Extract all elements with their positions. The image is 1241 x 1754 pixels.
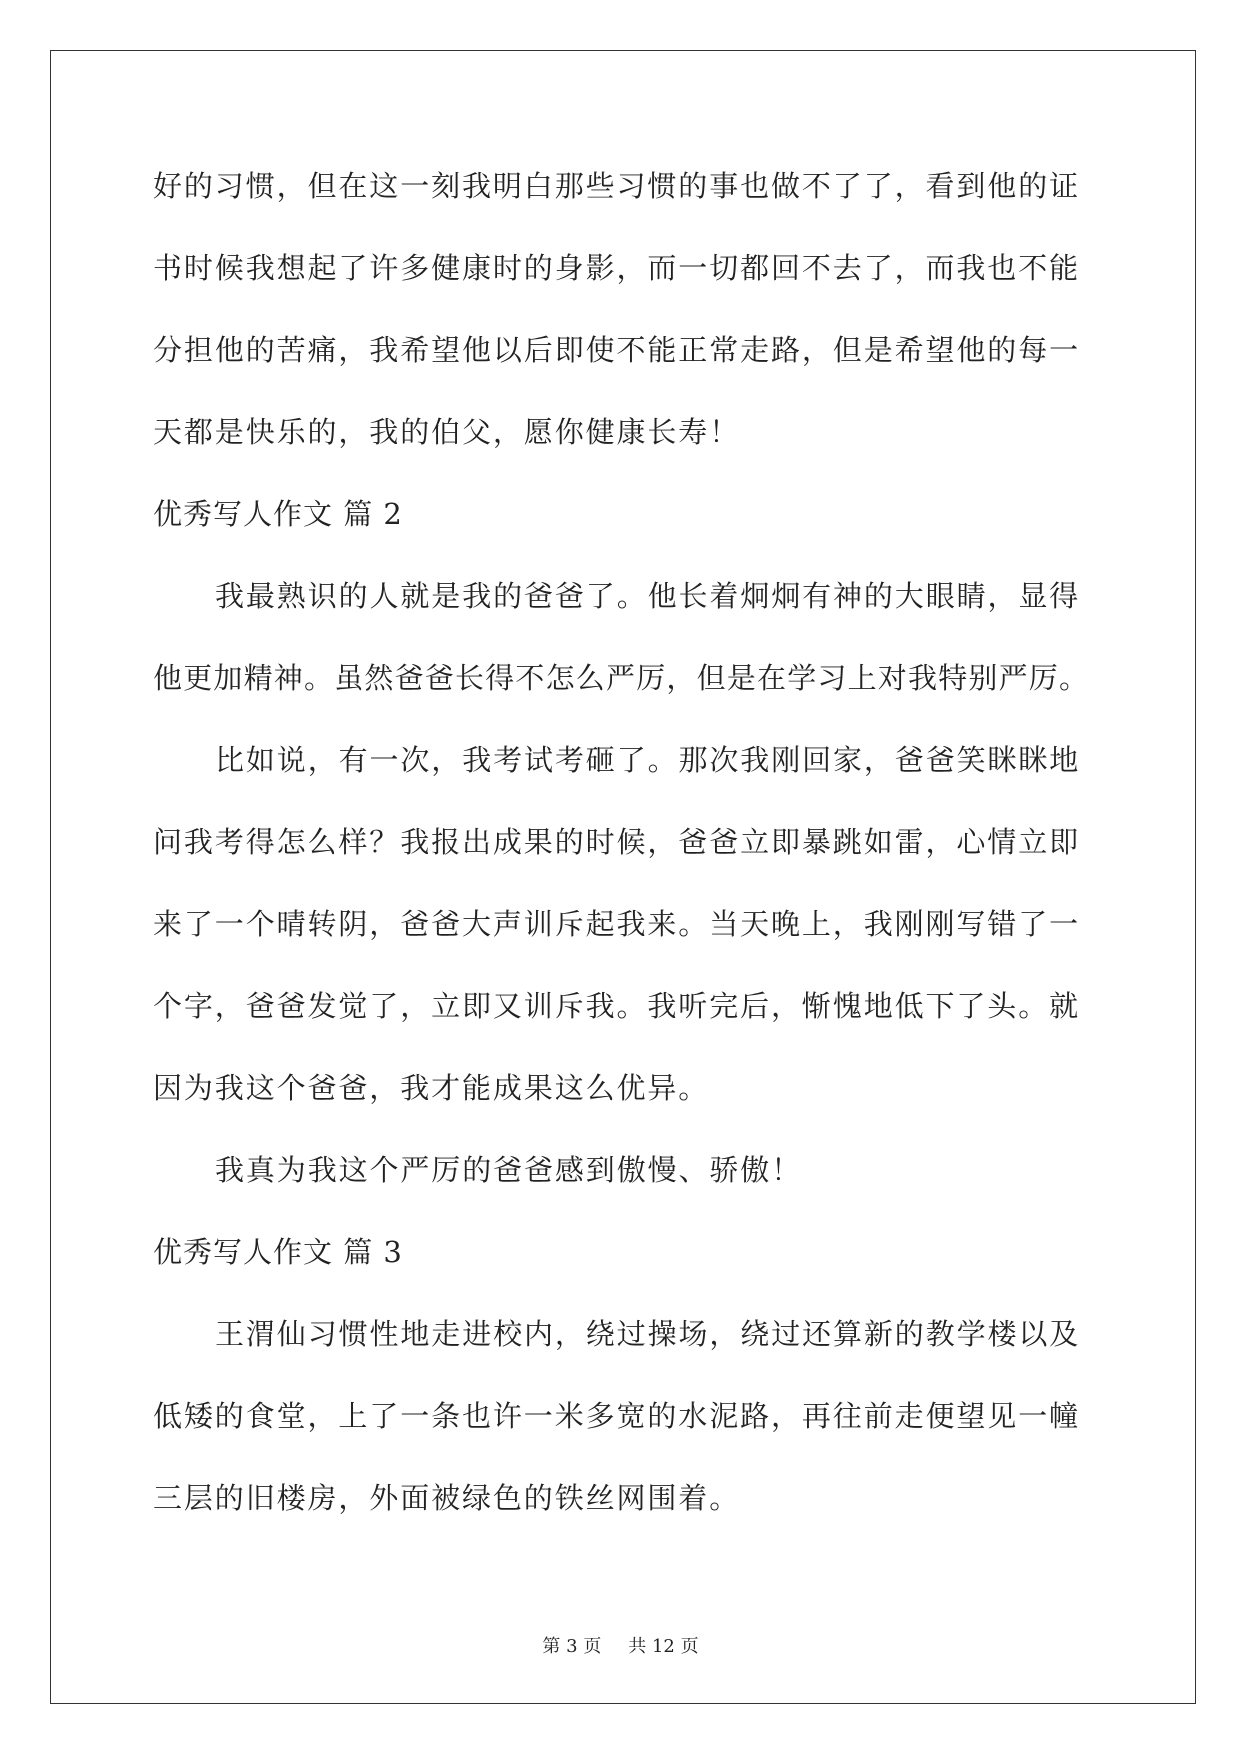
text-line: 个字，爸爸发觉了，立即又训斥我。我听完后，惭愧地低下了头。就	[153, 989, 1081, 1023]
page-number: 第 3 页	[542, 1636, 602, 1657]
text-line: 王渭仙习惯性地走进校内，绕过操场，绕过还算新的教学楼以及	[215, 1317, 1081, 1351]
text-line: 他更加精神。虽然爸爸长得不怎么严厉，但是在学习上对我特别严厉。	[153, 661, 1090, 695]
text-line: 问我考得怎么样？我报出成果的时候，爸爸立即暴跳如雷，心情立即	[153, 825, 1081, 859]
text-line: 分担他的苦痛，我希望他以后即使不能正常走路，但是希望他的每一	[153, 333, 1081, 367]
text-line: 我真为我这个严厉的爸爸感到傲慢、骄傲！	[215, 1153, 803, 1187]
text-line: 来了一个晴转阴，爸爸大声训斥起我来。当天晚上，我刚刚写错了一	[153, 907, 1081, 941]
text-line: 天都是快乐的，我的伯父，愿你健康长寿！	[153, 415, 741, 449]
page-footer	[0, 1635, 1241, 1659]
text-line: 比如说，有一次，我考试考砸了。那次我刚回家，爸爸笑眯眯地	[215, 743, 1081, 777]
section-heading: 优秀写人作文 篇 3	[153, 1235, 403, 1269]
text-line: 三层的旧楼房，外面被绿色的铁丝网围着。	[153, 1481, 741, 1515]
text-line: 因为我这个爸爸，我才能成果这么优异。	[153, 1071, 710, 1105]
text-line: 好的习惯，但在这一刻我明白那些习惯的事也做不了了，看到他的证	[153, 169, 1081, 203]
document-body	[153, 166, 1098, 1519]
text-line: 书时候我想起了许多健康时的身影，而一切都回不去了，而我也不能	[153, 251, 1081, 285]
section-heading: 优秀写人作文 篇 2	[153, 497, 403, 531]
page-total: 共 12 页	[628, 1636, 699, 1657]
text-line: 我最熟识的人就是我的爸爸了。他长着炯炯有神的大眼睛，显得	[215, 579, 1081, 613]
text-line: 低矮的食堂，上了一条也许一米多宽的水泥路，再往前走便望见一幢	[153, 1399, 1081, 1433]
